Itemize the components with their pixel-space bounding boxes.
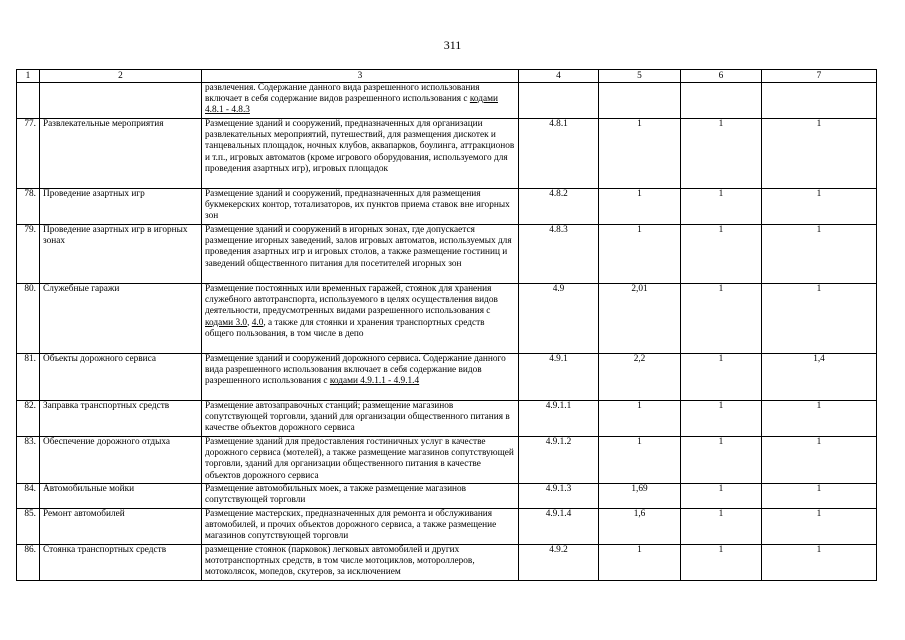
coefficient-col5: 1 [599,437,681,484]
coefficient-col7: 1 [762,401,877,437]
description-text: развлечения. Содержание данного вида разрешенного использования включает в себя содержание видов разрешенного использования с [205,83,480,105]
use-description [202,354,519,401]
use-code: 4.8.2 [519,189,599,225]
use-name: Объекты дорожного сервиса [40,354,202,401]
column-header: 7 [762,70,877,83]
row-number: 82. [17,401,40,437]
column-header: 1 [17,70,40,83]
code-reference: кодами 4.9.1.1 - 4.9.1.4 [329,376,420,387]
row-number: 83. [17,437,40,484]
coefficient-col6: 1 [681,484,762,509]
row-number: 80. [17,284,40,354]
use-name: Обеспечение дорожного отдыха [40,437,202,484]
coefficient-col6 [681,83,762,119]
coefficient-col7: 1,4 [762,354,877,401]
use-code: 4.9.1.3 [519,484,599,509]
use-name [40,83,202,119]
coefficient-col6: 1 [681,284,762,354]
table-row [17,401,877,437]
use-description [202,225,519,284]
table-row [17,119,877,189]
table-row [17,83,877,119]
use-name: Ремонт автомобилей [40,509,202,545]
table-row [17,509,877,545]
header-row [17,70,877,83]
use-name: Проведение азартных игр в игорных зонах [40,225,202,284]
use-name: Стоянка транспортных средств [40,545,202,581]
coefficient-col5: 1,69 [599,484,681,509]
use-description [202,545,519,581]
coefficient-col6: 1 [681,545,762,581]
use-description [202,437,519,484]
use-name: Проведение азартных игр [40,189,202,225]
coefficient-col6: 1 [681,437,762,484]
description-text: Размещение зданий для предоставления гостиничных услуг в качестве дорожного сервиса (мотелей), а также размещение магазинов сопутствующей торговли, зданий для организации общественного питания в качестве объектов дорожного сервиса [205,437,514,481]
code-reference: кодами 3.0 [205,317,248,328]
description-text: размещение стоянок (парковок) легковых автомобилей и других мототранспортных средств, в том числе мотоциклов, мотороллеров, мотоколясок, мопедов, скутеров, за исключением [205,545,475,578]
coefficient-col6: 1 [681,354,762,401]
coefficient-col5: 1 [599,225,681,284]
row-number: 78. [17,189,40,225]
row-number: 85. [17,509,40,545]
use-description [202,509,519,545]
coefficient-col5: 1,6 [599,509,681,545]
description-text: Размещение зданий и сооружений в игорных зонах, где допускается размещение игорных заведений, залов игровых автоматов, используемых для проведения азартных игр и игровых столов, а также размещение гостиниц и заведений общественного питания для посетителей игорных зон [205,225,512,269]
coefficient-col6: 1 [681,119,762,189]
table-row [17,545,877,581]
code-reference: 4.0 [251,317,264,328]
coefficient-col5 [599,83,681,119]
coefficient-col5: 1 [599,119,681,189]
use-name: Развлекательные мероприятия [40,119,202,189]
column-header: 4 [519,70,599,83]
description-text: Размещение зданий и сооружений, предназначенных для размещения букмекерских контор, тотализаторов, их пунктов приема ставок вне игорных зон [205,189,510,222]
table-row [17,189,877,225]
use-code [519,83,599,119]
coefficient-col7 [762,83,877,119]
coefficient-col7: 1 [762,225,877,284]
row-number [17,83,40,119]
table-body [17,83,877,581]
use-description [202,484,519,509]
coefficient-col7: 1 [762,119,877,189]
use-code: 4.9.1 [519,354,599,401]
use-name: Служебные гаражи [40,284,202,354]
coefficient-col5: 2,2 [599,354,681,401]
table-row [17,284,877,354]
column-header: 6 [681,70,762,83]
row-number: 81. [17,354,40,401]
column-header: 2 [40,70,202,83]
coefficient-col6: 1 [681,189,762,225]
column-header: 5 [599,70,681,83]
code-reference: кодами 4.8.1 - 4.8.3 [205,94,498,116]
row-number: 84. [17,484,40,509]
coefficient-col7: 1 [762,545,877,581]
description-text: Размещение зданий и сооружений, предназначенных для организации развлекательных мероприятий, путешествий, для размещения дискотек и танцевальных площадок, ночных клубов, аквапарков, боулинга, аттракционов и т.п., игровых автоматов (кроме игрового оборудования, используемого для проведения азартных игр), игровых площадок [205,119,515,174]
coefficient-col5: 1 [599,545,681,581]
use-description [202,83,519,119]
description-text: Размещение зданий и сооружений дорожного сервиса. Содержание данного вида разрешенного использования включает в себя содержание видов разрешенного использования с [205,354,506,387]
coefficient-col7: 1 [762,189,877,225]
coefficient-col7: 1 [762,509,877,545]
description-text: Размещение автомобильных моек, а также размещение магазинов сопутствующей торговли [205,484,467,506]
use-description [202,189,519,225]
use-description [202,401,519,437]
row-number: 79. [17,225,40,284]
use-description [202,119,519,189]
coefficient-col6: 1 [681,509,762,545]
coefficient-col6: 1 [681,401,762,437]
row-number: 86. [17,545,40,581]
description-text: Размещение автозаправочных станций; размещение магазинов сопутствующей торговли, зданий для организации общественного питания в качестве объектов дорожного сервиса [205,401,510,434]
coefficient-col5: 1 [599,401,681,437]
description-text: Размещение мастерских, предназначенных для ремонта и обслуживания автомобилей, и прочих объектов дорожного сервиса, а также размещение магазинов сопутствующей торговли [205,509,497,542]
column-header: 3 [202,70,519,83]
land-use-table [16,69,877,581]
use-code: 4.9 [519,284,599,354]
description-text: , [247,317,252,328]
use-code: 4.8.3 [519,225,599,284]
use-name: Заправка транспортных средств [40,401,202,437]
use-code: 4.9.1.1 [519,401,599,437]
table-row [17,437,877,484]
row-number: 77. [17,119,40,189]
coefficient-col5: 2,01 [599,284,681,354]
use-code: 4.9.2 [519,545,599,581]
table-row [17,225,877,284]
table-row [17,354,877,401]
use-code: 4.9.1.2 [519,437,599,484]
table-row [17,484,877,509]
page-number: 311 [443,38,462,52]
coefficient-col7: 1 [762,437,877,484]
description-text: Размещение постоянных или временных гаражей, стоянок для хранения служебного автотранспорта, используемого в целях осуществления видов деятельности, предусмотренных видами разрешенного использования с [205,284,498,317]
coefficient-col6: 1 [681,225,762,284]
use-code: 4.9.1.4 [519,509,599,545]
coefficient-col7: 1 [762,484,877,509]
coefficient-col5: 1 [599,189,681,225]
use-description [202,284,519,354]
use-code: 4.8.1 [519,119,599,189]
use-name: Автомобильные мойки [40,484,202,509]
coefficient-col7: 1 [762,284,877,354]
description-text: , а также для стоянки и хранения транспортных средств общего пользования, в том числе в депо [205,317,485,339]
